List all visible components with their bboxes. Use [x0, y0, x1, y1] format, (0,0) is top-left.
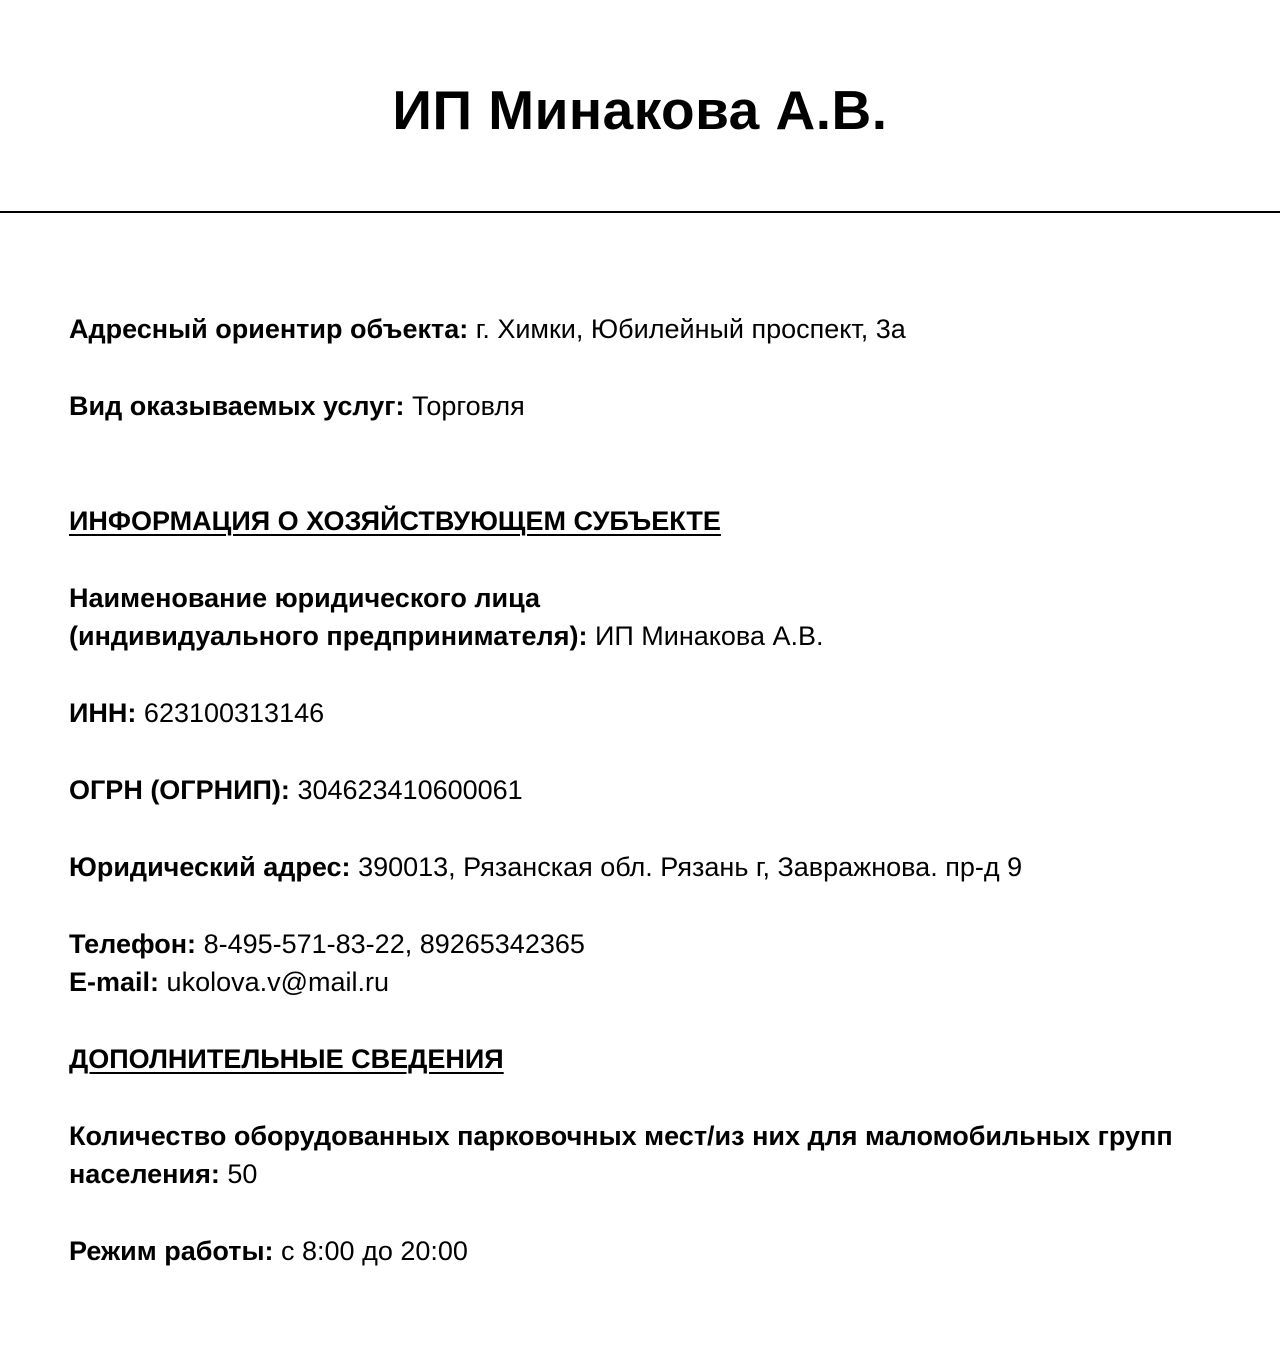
- parking-label-line2: населения:: [69, 1159, 220, 1189]
- ogrn-label: ОГРН (ОГРНИП):: [69, 775, 290, 805]
- inn-label: ИНН:: [69, 698, 137, 728]
- hours-value: с 8:00 до 20:00: [281, 1236, 468, 1266]
- entity-name-value: ИП Минакова А.В.: [594, 621, 824, 651]
- legal-address-value: 390013, Рязанская обл. Рязань г, Завражнова. пр-д 9: [358, 852, 1023, 882]
- parking-row: [69, 1157, 257, 1191]
- entity-section-heading: ИНФОРМАЦИЯ О ХОЗЯЙСТВУЮЩЕМ СУБЪЕКТЕ: [69, 506, 721, 536]
- parking-value: 50: [227, 1159, 258, 1189]
- service-type-row: [69, 389, 525, 423]
- ogrn-row: [69, 773, 523, 807]
- email-row: [69, 965, 389, 999]
- object-address-value: г. Химки, Юбилейный проспект, 3а: [475, 314, 906, 344]
- service-type-label: Вид оказываемых услуг:: [69, 391, 405, 421]
- entity-name-label-line1: Наименование юридического лица: [69, 583, 541, 613]
- phone-row: [69, 927, 585, 961]
- ogrn-value: 304623410600061: [297, 775, 523, 805]
- inn-value: 623100313146: [143, 698, 325, 728]
- legal-address-row: [69, 850, 1022, 884]
- header-divider: [0, 211, 1280, 213]
- inn-row: [69, 696, 324, 730]
- entity-name-label-line2: (индивидуального предпринимателя):: [69, 621, 588, 651]
- additional-section-heading: ДОПОЛНИТЕЛЬНЫЕ СВЕДЕНИЯ: [69, 1044, 504, 1074]
- phone-value: 8-495-571-83-22, 89265342365: [203, 929, 585, 959]
- entity-name-row: [69, 619, 823, 653]
- service-type-value: Торговля: [411, 391, 525, 421]
- object-address-label: Адресный ориентир объекта:: [69, 314, 469, 344]
- page-title: ИП Минакова А.В.: [392, 79, 888, 141]
- object-address-row: [69, 312, 906, 346]
- hours-row: [69, 1234, 468, 1268]
- parking-label-line1: Количество оборудованных парковочных мест/из них для маломобильных групп: [69, 1121, 1173, 1151]
- email-value: ukolova.v@mail.ru: [166, 967, 390, 997]
- hours-label: Режим работы:: [69, 1236, 274, 1266]
- legal-address-label: Юридический адрес:: [69, 852, 351, 882]
- email-label: E-mail:: [69, 967, 160, 997]
- phone-label: Телефон:: [69, 929, 197, 959]
